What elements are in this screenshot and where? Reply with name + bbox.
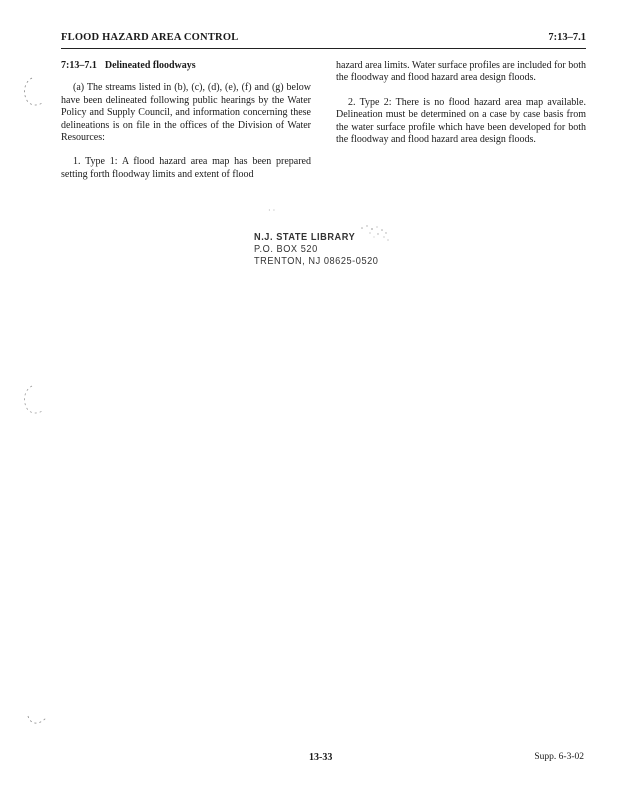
punch-hole-mark: [18, 698, 48, 734]
stamp-line-box: P.O. BOX 520: [254, 244, 318, 255]
paragraph-a: (a) The streams listed in (b), (c), (d), (e), (f) and (g) below have been delineated following public hearings by the Water Policy and Supply Council, and information concerning these delineations is on file in the offices of the Division of Water Resources:: [61, 82, 311, 144]
running-header-section: 7:13–7.1: [548, 32, 586, 43]
stamp-line-library: N.J. STATE LIBRARY: [254, 232, 356, 243]
left-column: [61, 60, 311, 193]
section-title: Delineated floodways: [104, 60, 196, 71]
section-heading: [61, 60, 311, 72]
paragraph-type-2: 2. Type 2: There is no flood hazard area map available. Delineation must be determined on a case by case basis from the water surface profile which have been developed for both the floodway and flood hazard area design floods.: [336, 96, 586, 146]
paragraph-type-1-continued: hazard area limits. Water surface profiles are included for both the floodway and flood hazard area design floods.: [336, 60, 587, 84]
stamp-line-address: TRENTON, NJ 08625-0520: [254, 256, 379, 267]
paragraph-type-1: 1. Type 1: A flood hazard area map has been prepared setting forth floodway limits and extent of flood: [61, 156, 311, 180]
right-column: [336, 60, 586, 158]
running-header-title: FLOOD HAZARD AREA CONTROL: [61, 32, 239, 43]
punch-hole-mark: [18, 74, 48, 110]
scan-speck: · ·: [268, 206, 276, 215]
running-header: [61, 32, 586, 49]
stamp-smudge: [358, 222, 392, 244]
page-number: 13-33: [309, 752, 333, 763]
section-number: 7:13–7.1: [61, 60, 97, 71]
punch-hole-mark: [18, 382, 48, 418]
supplement-date: Supp. 6-3-02: [534, 752, 584, 762]
